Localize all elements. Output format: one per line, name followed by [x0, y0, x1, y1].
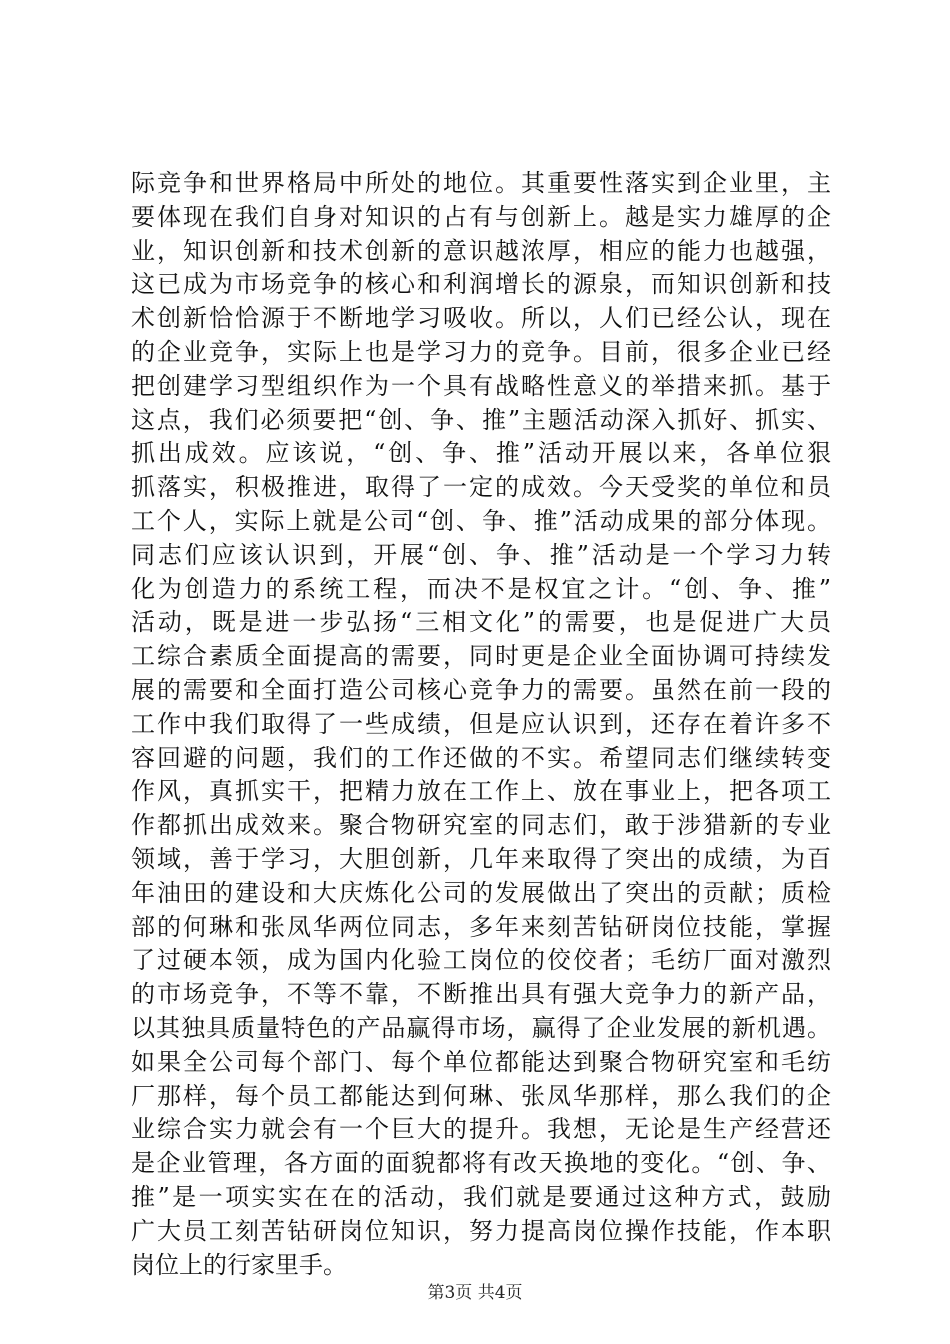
text-line: 广大员工刻苦钻研岗位知识，努力提高岗位操作技能，作本职 [131, 1216, 831, 1245]
text-line: 际竞争和世界格局中所处的地位。其重要性落实到企业里，主 [131, 169, 831, 197]
text-line: 以其独具质量特色的产品赢得市场，赢得了企业发展的新机遇。 [131, 1013, 831, 1042]
text-line: 工综合素质全面提高的需要，同时更是企业全面协调可持续发 [131, 642, 831, 671]
text-line: 作风，真抓实干，把精力放在工作上、放在事业上，把各项工 [131, 777, 831, 806]
text-line: 如果全公司每个部门、每个单位都能达到聚合物研究室和毛纺 [131, 1047, 831, 1076]
text-line: 抓出成效。应该说，“创、争、推”活动开展以来，各单位狠 [131, 439, 831, 468]
text-line: 厂那样，每个员工都能达到何琳、张凤华那样，那么我们的企 [131, 1081, 831, 1110]
text-line: 作都抓出成效来。聚合物研究室的同志们，敢于涉猎新的专业 [131, 811, 831, 840]
page-number-footer: 第3页 共4页 [427, 1283, 523, 1303]
text-line: 同志们应该认识到，开展“创、争、推”活动是一个学习力转 [131, 540, 831, 569]
text-line: 把创建学习型组织作为一个具有战略性意义的举措来抓。基于 [131, 371, 831, 400]
text-line: 这点，我们必须要把“创、争、推”主题活动深入抓好、抓实、 [131, 405, 831, 434]
text-line: 岗位上的行家里手。 [131, 1250, 347, 1279]
text-line: 的企业竞争，实际上也是学习力的竞争。目前，很多企业已经 [131, 337, 831, 366]
text-line: 推”是一项实实在在的活动，我们就是要通过这种方式，鼓励 [131, 1182, 831, 1211]
text-line: 术创新恰恰源于不断地学习吸收。所以，人们已经公认，现在 [131, 304, 831, 333]
text-line: 这已成为市场竞争的核心和利润增长的源泉，而知识创新和技 [131, 270, 831, 299]
text-line: 部的何琳和张凤华两位同志，多年来刻苦钻研岗位技能，掌握 [131, 912, 831, 941]
text-line: 业综合实力就会有一个巨大的提升。我想，无论是生产经营还 [131, 1115, 831, 1144]
text-line: 领域，善于学习，大胆创新，几年来取得了突出的成绩，为百 [131, 844, 831, 873]
text-line: 抓落实，积极推进，取得了一定的成效。今天受奖的单位和员 [131, 473, 831, 502]
text-line: 了过硬本领，成为国内化验工岗位的佼佼者；毛纺厂面对激烈 [131, 946, 831, 975]
text-line: 化为创造力的系统工程，而决不是权宜之计。“创、争、推” [131, 574, 831, 603]
text-line: 工个人，实际上就是公司“创、争、推”活动成果的部分体现。 [131, 506, 831, 535]
text-line: 年油田的建设和大庆炼化公司的发展做出了突出的贡献；质检 [131, 878, 831, 907]
text-line: 活动，既是进一步弘扬“三相文化”的需要，也是促进广大员 [131, 608, 831, 637]
body-text [131, 167, 831, 1282]
text-line: 是企业管理，各方面的面貌都将有改天换地的变化。“创、争、 [131, 1149, 831, 1178]
text-line: 展的需要和全面打造公司核心竞争力的需要。虽然在前一段的 [131, 675, 831, 704]
text-line: 业，知识创新和技术创新的意识越浓厚，相应的能力也越强， [131, 236, 831, 265]
text-line: 工作中我们取得了一些成绩，但是应认识到，还存在着许多不 [131, 709, 831, 738]
text-line: 的市场竞争，不等不靠，不断推出具有强大竞争力的新产品， [131, 980, 831, 1009]
text-line: 要体现在我们自身对知识的占有与创新上。越是实力雄厚的企 [131, 202, 831, 231]
text-line: 容回避的问题，我们的工作还做的不实。希望同志们继续转变 [131, 743, 831, 772]
